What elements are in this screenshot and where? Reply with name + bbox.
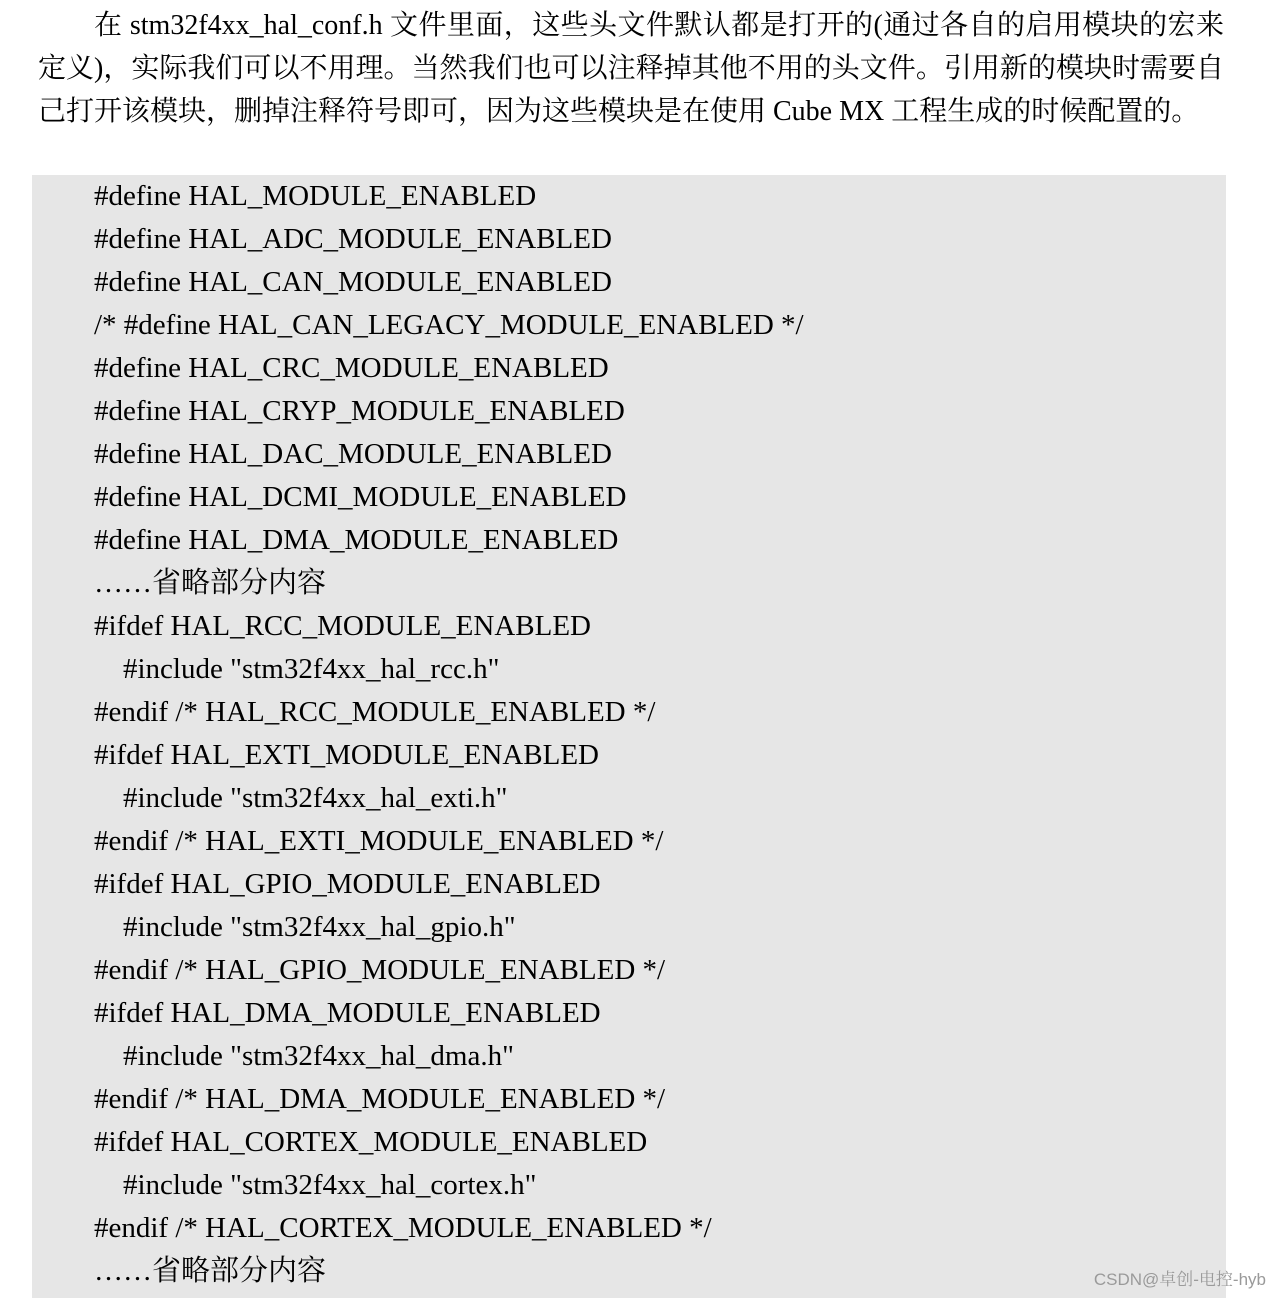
code-line: #define HAL_CAN_MODULE_ENABLED — [94, 266, 612, 298]
code-line: #include "stm32f4xx_hal_exti.h" — [123, 782, 508, 814]
code-line: #include "stm32f4xx_hal_rcc.h" — [123, 653, 500, 685]
code-line: #define HAL_MODULE_ENABLED — [94, 180, 537, 212]
code-line: #define HAL_ADC_MODULE_ENABLED — [94, 223, 612, 255]
code-line: #endif /* HAL_CORTEX_MODULE_ENABLED */ — [94, 1212, 712, 1244]
code-line: #endif /* HAL_EXTI_MODULE_ENABLED */ — [94, 825, 664, 857]
code-line: /* #define HAL_CAN_LEGACY_MODULE_ENABLED */ — [94, 309, 804, 341]
code-line: #define HAL_CRC_MODULE_ENABLED — [94, 352, 609, 384]
code-line: #include "stm32f4xx_hal_cortex.h" — [123, 1169, 537, 1201]
code-line: #define HAL_DAC_MODULE_ENABLED — [94, 438, 612, 470]
code-line: #ifdef HAL_DMA_MODULE_ENABLED — [94, 997, 601, 1029]
code-line: #include "stm32f4xx_hal_gpio.h" — [123, 911, 516, 943]
intro-paragraph: 在 stm32f4xx_hal_conf.h 文件里面，这些头文件默认都是打开的(通过各自的启用模块的宏来定义)，实际我们可以不用理。当然我们也可以注释掉其他不用的头文件。引用新的模块时需要自己打开该模块，删掉注释符号即可，因为这些模块是在使用 Cube MX 工程生成的时候配置的。 — [38, 10, 1224, 127]
code-line: #define HAL_DCMI_MODULE_ENABLED — [94, 481, 627, 513]
code-line: #endif /* HAL_GPIO_MODULE_ENABLED */ — [94, 954, 666, 986]
code-line: #ifdef HAL_RCC_MODULE_ENABLED — [94, 610, 591, 642]
code-line: #ifdef HAL_GPIO_MODULE_ENABLED — [94, 868, 601, 900]
watermark: CSDN@卓创-电控-hyb — [1093, 1270, 1266, 1289]
code-line: #ifdef HAL_EXTI_MODULE_ENABLED — [94, 739, 599, 771]
code-line: #define HAL_CRYP_MODULE_ENABLED — [94, 395, 625, 427]
code-line: #endif /* HAL_RCC_MODULE_ENABLED */ — [94, 696, 656, 728]
code-block — [32, 175, 1226, 1298]
code-line: #endif /* HAL_DMA_MODULE_ENABLED */ — [94, 1083, 666, 1115]
code-line: #define HAL_DMA_MODULE_ENABLED — [94, 524, 619, 556]
code-line: ……省略部分内容 — [94, 567, 327, 599]
code-line: #include "stm32f4xx_hal_dma.h" — [123, 1040, 514, 1072]
code-line: #ifdef HAL_CORTEX_MODULE_ENABLED — [94, 1126, 648, 1158]
code-line: ……省略部分内容 — [94, 1255, 327, 1287]
